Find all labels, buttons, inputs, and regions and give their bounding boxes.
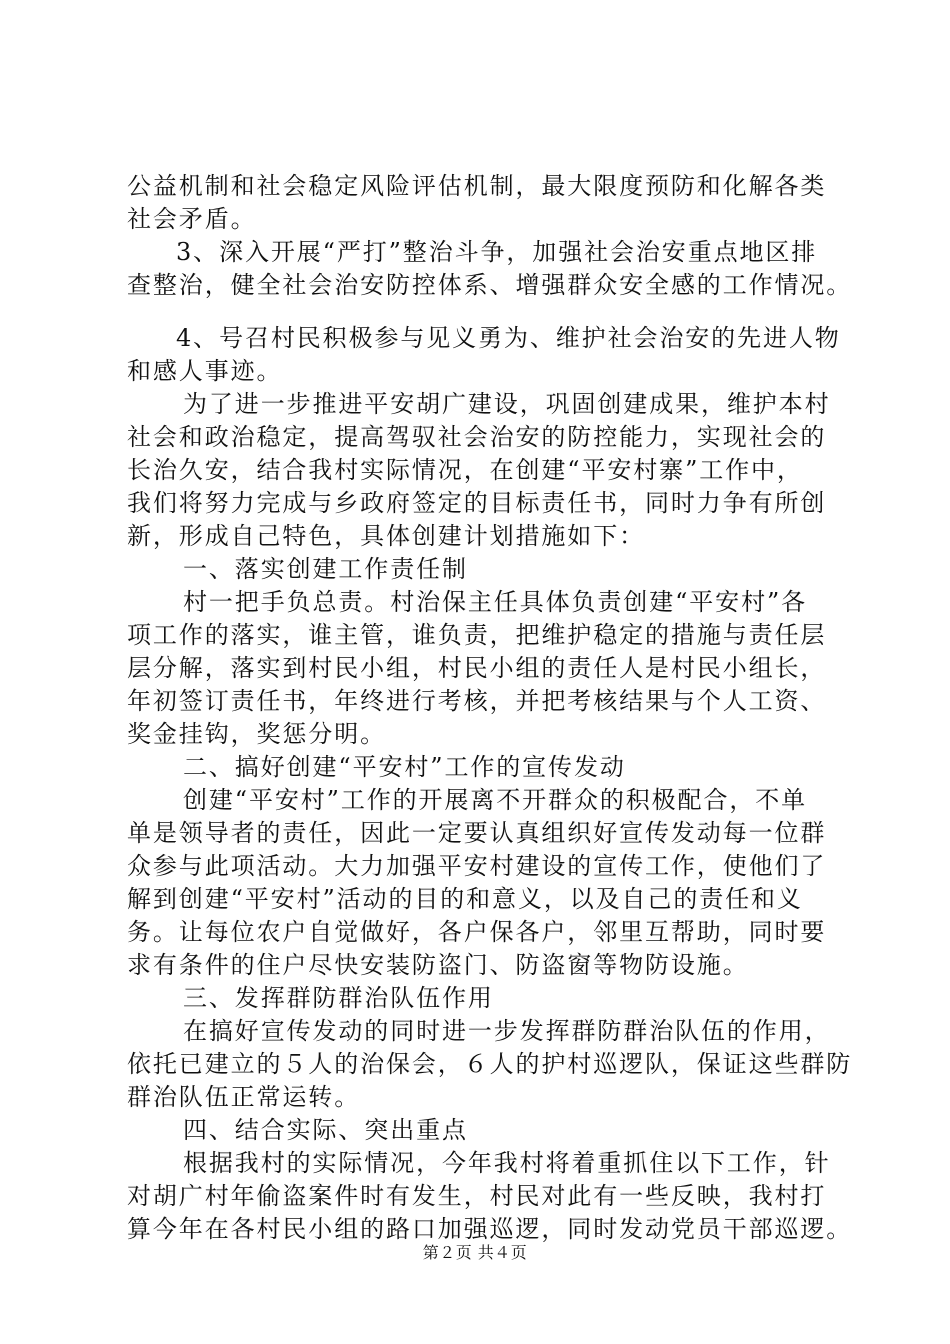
paragraph-gap bbox=[127, 302, 847, 322]
page-footer: 第２页 共４页 bbox=[422, 1243, 528, 1262]
text-line: 解到创建“平安村”活动的目的和意义，以及自己的责任和义 bbox=[127, 885, 803, 913]
text-line: 二、搞好创建“平安村”工作的宣传发动 bbox=[183, 753, 626, 781]
text-line: 村一把手负总责。村治保主任具体负责创建“平安村”各 bbox=[183, 588, 808, 616]
text-line: 4、号召村民积极参与见义勇为、维护社会治安的先进人物 bbox=[176, 324, 841, 352]
text-line: 务。让每位农户自觉做好，各户保各户，邻里互帮助，同时要 bbox=[127, 918, 827, 946]
text-line: 层分解，落实到村民小组，村民小组的责任人是村民小组长， bbox=[127, 654, 827, 682]
text-line: 在搞好宣传发动的同时进一步发挥群防群治队伍的作用， bbox=[183, 1017, 831, 1045]
text-line: 社会和政治稳定，提高驾驭社会治安的防控能力，实现社会的 bbox=[127, 423, 827, 451]
text-line: 社会矛盾。 bbox=[127, 205, 257, 233]
text-line: 根据我村的实际情况，今年我村将着重抓住以下工作，针 bbox=[183, 1149, 831, 1177]
text-line: 公益机制和社会稳定风险评估机制，最大限度预防和化解各类 bbox=[127, 172, 827, 200]
text-line: 我们将努力完成与乡政府签定的目标责任书，同时力争有所创 bbox=[127, 489, 827, 517]
text-line: 为了进一步推进平安胡广建设，巩固创建成果，维护本村 bbox=[183, 390, 831, 418]
text-line: 群治队伍正常运转。 bbox=[127, 1083, 361, 1111]
text-line: 查整治，健全社会治安防控体系、增强群众安全感的工作情况。 bbox=[127, 271, 853, 299]
text-line: 众参与此项活动。大力加强平安村建设的宣传工作，使他们了 bbox=[127, 852, 827, 880]
text-line: 3、深入开展“严打”整治斗争，加强社会治安重点地区排 bbox=[176, 238, 818, 266]
text-line: 长治久安，结合我村实际情况，在创建“平安村寨”工作中， bbox=[127, 456, 803, 484]
text-line: 创建“平安村”工作的开展离不开群众的积极配合，不单 bbox=[183, 786, 808, 814]
text-line: 一、落实创建工作责任制 bbox=[183, 555, 468, 583]
text-line: 项工作的落实，谁主管，谁负责，把维护稳定的措施与责任层 bbox=[127, 621, 827, 649]
text-line: 和感人事迹。 bbox=[127, 357, 283, 385]
text-line: 奖金挂钩，奖惩分明。 bbox=[127, 720, 386, 748]
text-line: 求有条件的住户尽快安装防盗门、防盗窗等物防设施。 bbox=[127, 951, 749, 979]
text-line: 新，形成自己特色，具体创建计划措施如下： bbox=[127, 522, 645, 550]
text-line: 四、结合实际、突出重点 bbox=[183, 1116, 468, 1144]
text-line: 对胡广村年偷盗案件时有发生，村民对此有一些反映，我村打 bbox=[127, 1182, 827, 1210]
text-line: 三、发挥群防群治队伍作用 bbox=[183, 984, 494, 1012]
document-body bbox=[127, 170, 853, 1246]
text-line: 依托已建立的５人的治保会，６人的护村巡逻队，保证这些群防 bbox=[127, 1050, 853, 1078]
text-line: 算今年在各村民小组的路口加强巡逻，同时发动党员干部巡逻。 bbox=[127, 1215, 853, 1243]
text-line: 单是领导者的责任，因此一定要认真组织好宣传发动每一位群 bbox=[127, 819, 827, 847]
text-line: 年初签订责任书，年终进行考核，并把考核结果与个人工资、 bbox=[127, 687, 827, 715]
